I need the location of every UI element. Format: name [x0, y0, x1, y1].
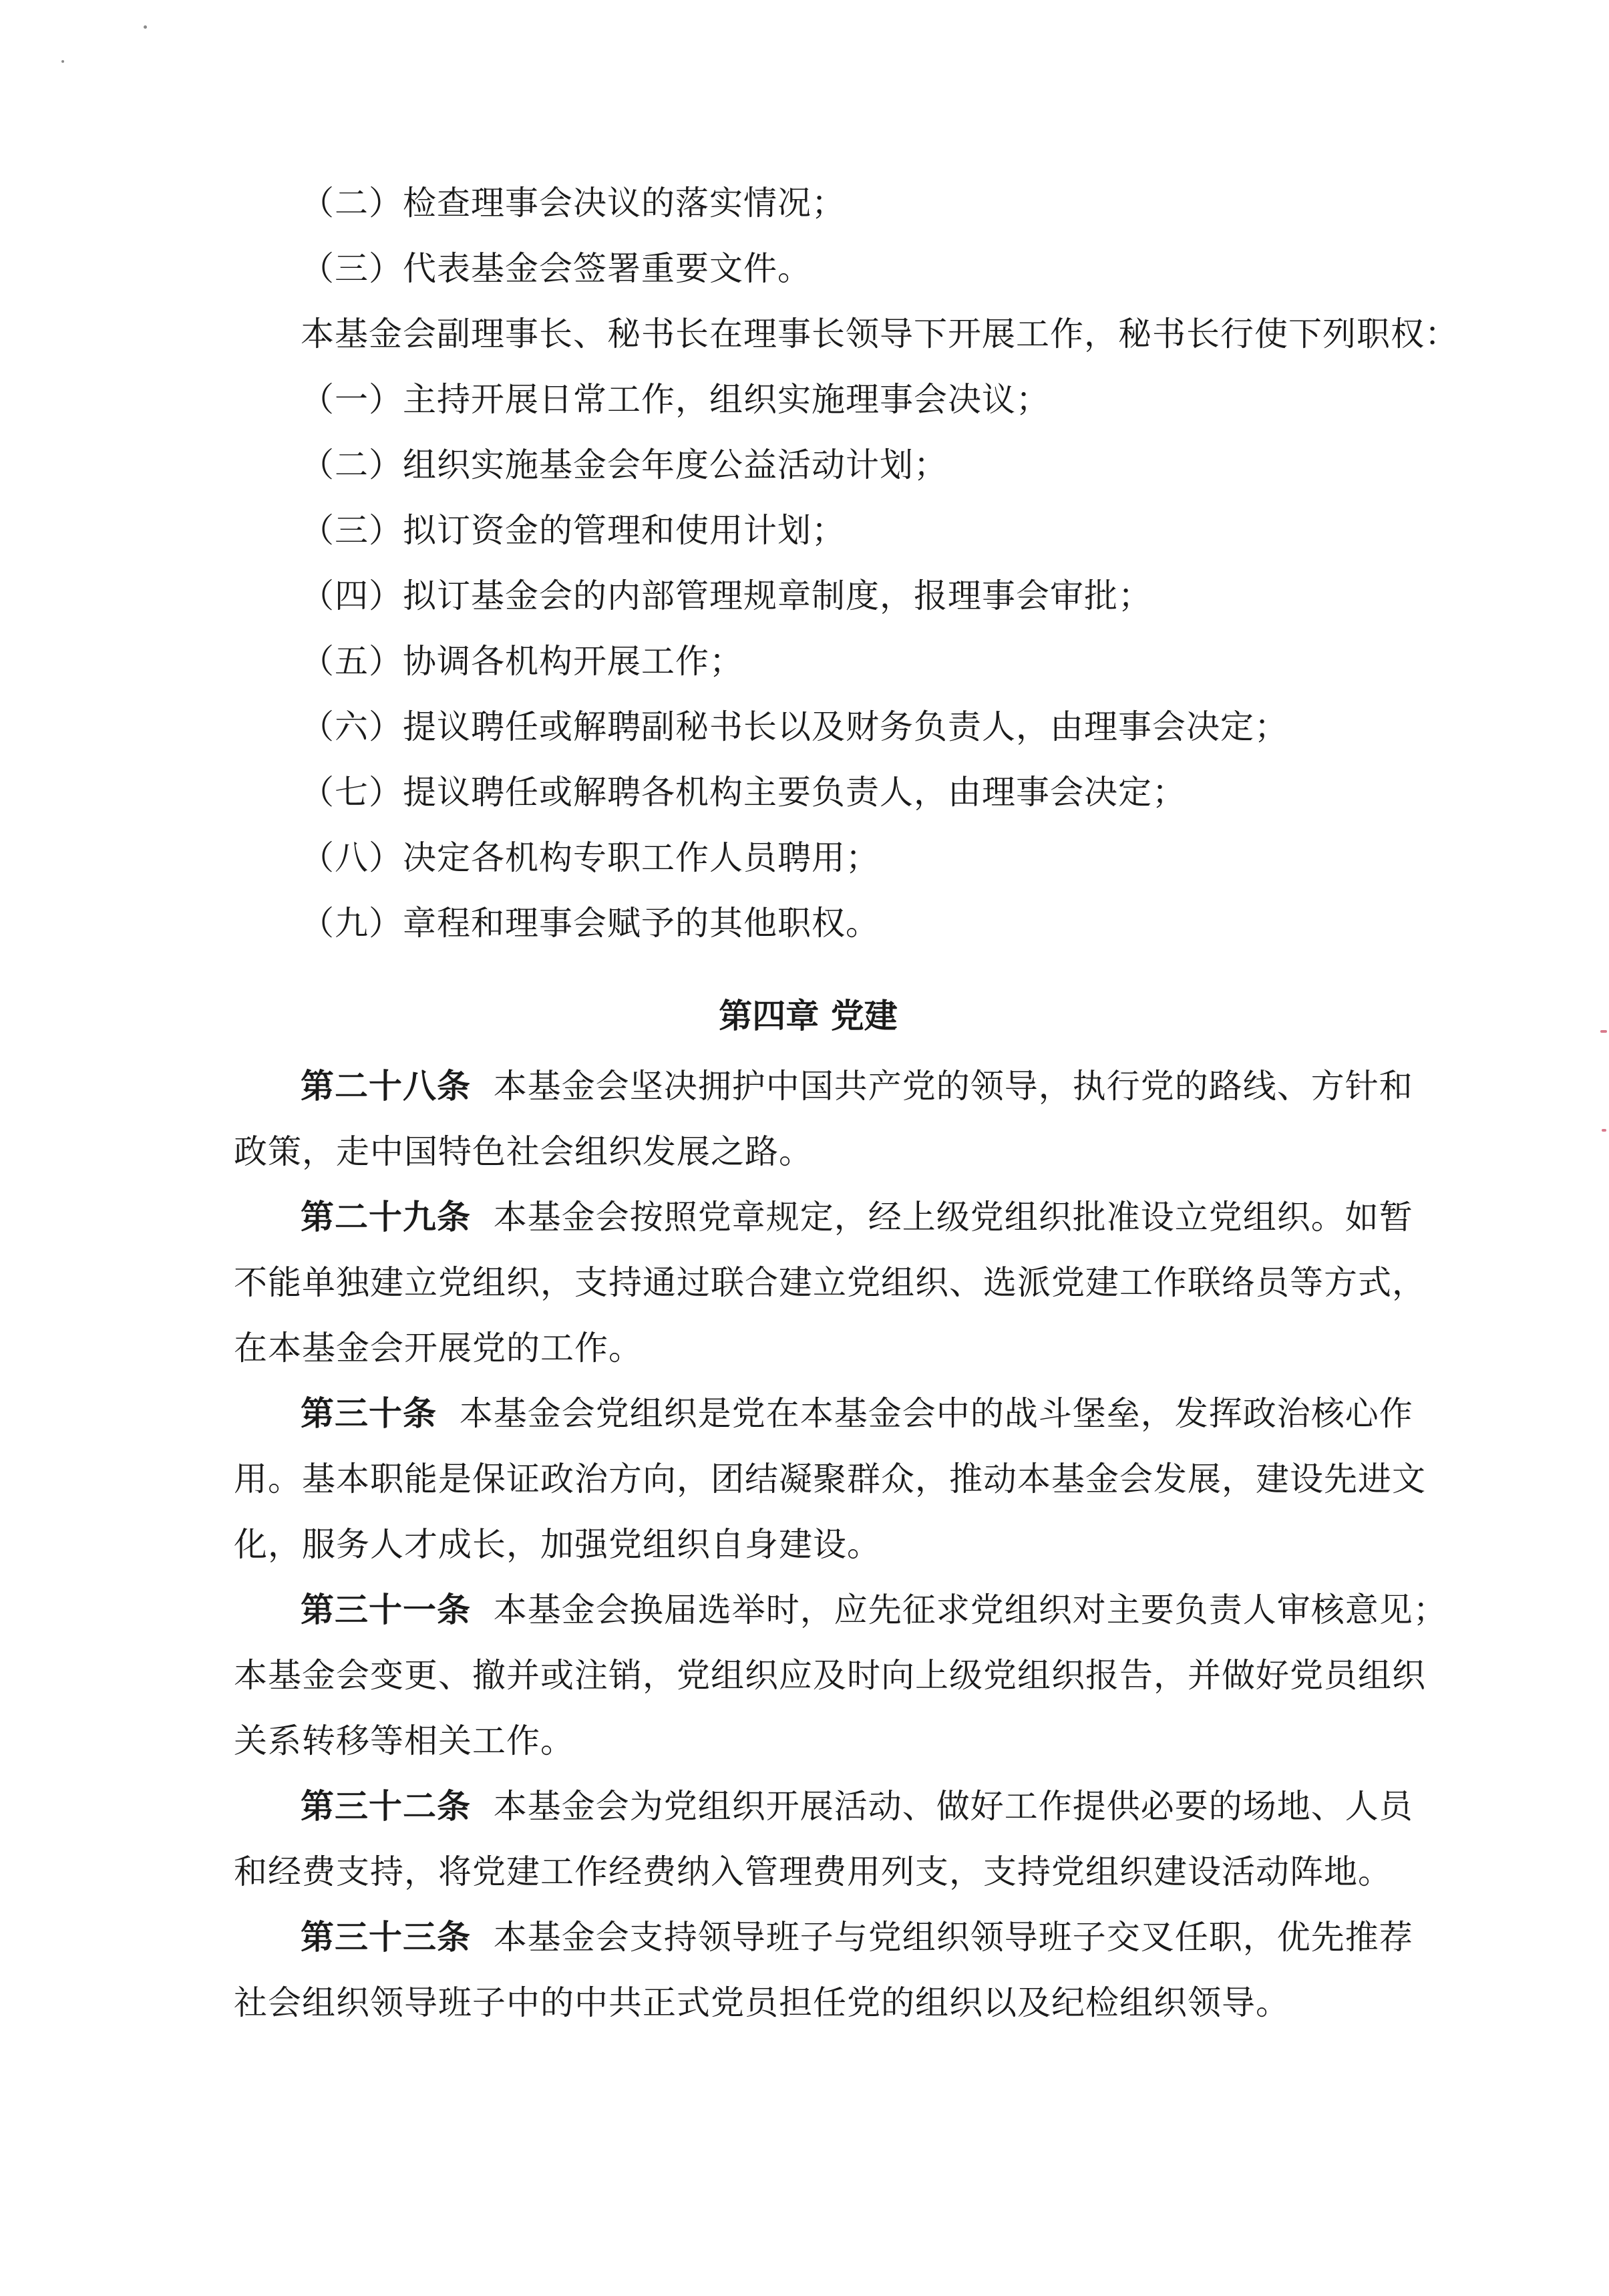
article-line: 政策，走中国特色社会组织发展之路。 [234, 1132, 813, 1171]
list-item: （七）提议聘任或解聘各机构主要负责人，由理事会决定； [301, 773, 1186, 812]
secretary-intro: 本基金会副理事长、秘书长在理事长领导下开展工作，秘书长行使下列职权： [301, 315, 1459, 353]
article-text: 本基金会支持领导班子与党组织领导班子交叉任职，优先推荐 [493, 1918, 1413, 1957]
scan-mark [1600, 1030, 1607, 1033]
list-item: （九）章程和理事会赋予的其他职权。 [301, 904, 880, 943]
scan-mark [1602, 1129, 1606, 1132]
list-item: （二）检查理事会决议的落实情况； [301, 184, 846, 222]
list-item: （四）拟订基金会的内部管理规章制度，报理事会审批； [301, 577, 1152, 615]
list-item: （一）主持开展日常工作，组织实施理事会决议； [301, 380, 1050, 419]
article-line: 本基金会变更、撤并或注销，党组织应及时向上级党组织报告，并做好党员组织 [234, 1656, 1426, 1695]
article-line [234, 1184, 1413, 1250]
article-label: 第二十九条 [301, 1197, 471, 1237]
article-line [234, 1053, 1413, 1119]
article-line: 在本基金会开展党的工作。 [234, 1329, 643, 1367]
scan-speck [144, 25, 147, 29]
article-31 [234, 1577, 1447, 1774]
list-item: （二）组织实施基金会年度公益活动计划； [301, 446, 948, 484]
article-33 [234, 1905, 1413, 2035]
article-line: 不能单独建立党组织，支持通过联合建立党组织、选派党建工作联络员等方式， [234, 1263, 1426, 1302]
article-label: 第三十条 [301, 1393, 437, 1433]
article-32 [234, 1774, 1413, 1905]
article-line [234, 1381, 1413, 1446]
article-text: 本基金会坚决拥护中国共产党的领导，执行党的路线、方针和 [493, 1067, 1413, 1106]
article-label: 第二十八条 [301, 1066, 471, 1106]
list-item: （三）拟订资金的管理和使用计划； [301, 511, 846, 550]
article-label: 第三十二条 [301, 1786, 471, 1826]
article-text: 本基金会党组织是党在本基金会中的战斗堡垒，发挥政治核心作 [459, 1394, 1413, 1433]
list-item: （八）决定各机构专职工作人员聘用； [301, 838, 880, 877]
article-line: 和经费支持，将党建工作经费纳入管理费用列支，支持党组织建设活动阵地。 [234, 1852, 1392, 1891]
article-line: 用。基本职能是保证政治方向，团结凝聚群众，推动本基金会发展，建设先进文 [234, 1460, 1426, 1498]
article-line: 社会组织领导班子中的中共正式党员担任党的组织以及纪检组织领导。 [234, 1983, 1290, 2022]
article-label: 第三十一条 [301, 1590, 471, 1629]
article-line [234, 1774, 1413, 1839]
list-item: （六）提议聘任或解聘副秘书长以及财务负责人，由理事会决定； [301, 707, 1288, 746]
list-item: （三）代表基金会签署重要文件。 [301, 249, 812, 288]
chapter-title: 第四章 党建 [719, 996, 898, 1035]
list-item: （五）协调各机构开展工作； [301, 642, 743, 681]
article-line: 关系转移等相关工作。 [234, 1721, 574, 1760]
article-label: 第三十三条 [301, 1917, 471, 1957]
article-28 [234, 1053, 1413, 1184]
scan-speck [61, 60, 64, 63]
article-line [234, 1577, 1447, 1643]
document-body [234, 170, 1459, 2035]
article-30 [234, 1381, 1426, 1577]
article-text: 本基金会换届选举时，应先征求党组织对主要负责人审核意见； [493, 1591, 1447, 1629]
article-29 [234, 1184, 1426, 1381]
article-text: 本基金会为党组织开展活动、做好工作提供必要的场地、人员 [493, 1787, 1413, 1826]
article-text: 本基金会按照党章规定，经上级党组织批准设立党组织。如暂 [493, 1198, 1413, 1237]
article-line [234, 1905, 1413, 1970]
article-line: 化，服务人才成长，加强党组织自身建设。 [234, 1525, 881, 1564]
